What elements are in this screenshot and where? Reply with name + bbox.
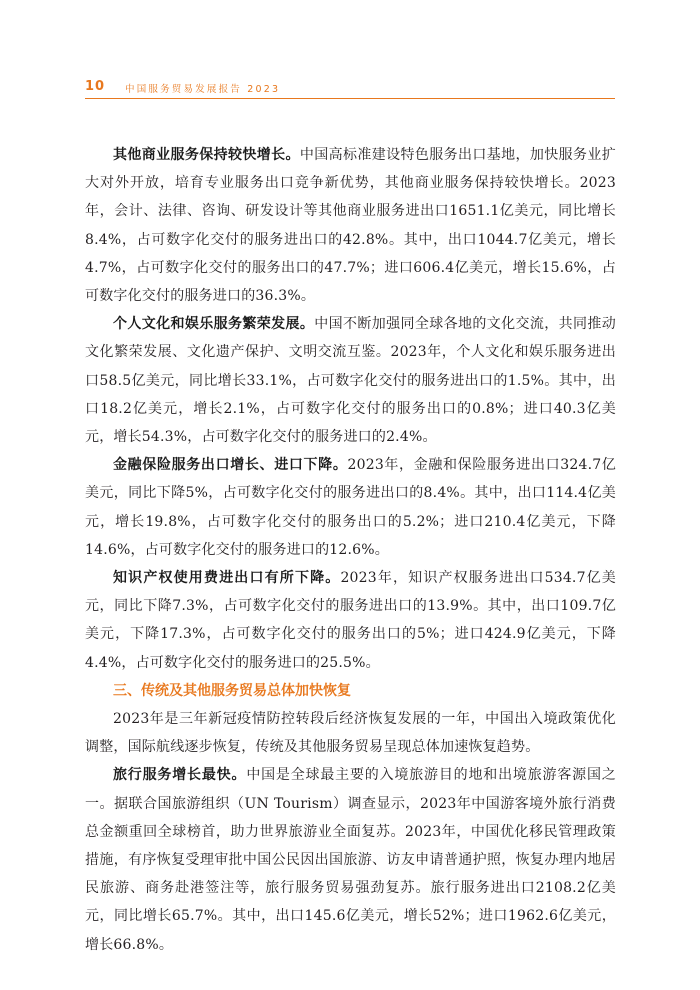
- paragraph-lead: 个人文化和娱乐服务繁荣发展。: [113, 316, 315, 333]
- paragraph-text: 中国不断加强同全球各地的文化交流，共同推动文化繁荣发展、文化遗产保护、文明交流互鉴。2023年，个人文化和娱乐服务进出口58.5亿美元，同比增长33.1%，占可数字化交付的服务进出口的1.5%。其中，出口18.2亿美元，增长2.1%，占可数字化交付的服务出口的0.8%；进口40.3亿美元，增长54.3%，占可数字化交付的服务进口的2.4%。: [85, 316, 616, 446]
- paragraph-intellectual-property: [85, 564, 616, 677]
- paragraph-text: 中国高标准建设特色服务出口基地，加快服务业扩大对外开放，培育专业服务出口竞争新优势，其他商业服务保持较快增长。2023年，会计、法律、咨询、研发设计等其他商业服务进出口1651.1亿美元，同比增长8.4%，占可数字化交付的服务进出口的42.8%。其中，出口1044.7亿美元，增长4.7%，占可数字化交付的服务出口的47.7%；进口606.4亿美元，增长15.6%，占可数字化交付的服务进口的36.3%。: [85, 147, 616, 305]
- page-header: [85, 79, 615, 99]
- section-heading: 三、传统及其他服务贸易总体加快恢复: [113, 682, 351, 699]
- body-text: [85, 141, 616, 959]
- paragraph-lead: 金融保险服务出口增长、进口下降。: [113, 457, 348, 474]
- paragraph-travel-services: [85, 761, 616, 958]
- paragraph-lead: 其他商业服务保持较快增长。: [113, 147, 300, 163]
- section-intro: 2023年是三年新冠疫情防控转段后经济恢复发展的一年，中国出入境政策优化调整，国际航线逐步恢复，传统及其他服务贸易呈现总体加速恢复趋势。: [85, 711, 616, 756]
- paragraph-text: 中国是全球最主要的入境旅游目的地和出境旅游客源国之一。据联合国旅游组织（UN Tourism）调查显示，2023年中国游客境外旅行消费总金额重回全球榜首，助力世界旅游业全面复苏。2023年，中国优化移民管理政策措施，有序恢复受理审批中国公民因出国旅游、访友申请普通护照，恢复办理内地居民旅游、商务赴港签注等，旅行服务贸易强劲复苏。旅行服务进出口2108.2亿美元，同比增长65.7%。其中，出口145.6亿美元，增长52%；进口1962.6亿美元，增长66.8%。: [85, 767, 616, 953]
- page-number: 10: [85, 79, 106, 94]
- running-title: 中国服务贸易发展报告 2023: [125, 84, 281, 95]
- paragraph-lead: 知识产权使用费进出口有所下降。: [113, 570, 341, 587]
- paragraph-personal-culture-entertainment: [85, 310, 616, 451]
- paragraph-finance-insurance: [85, 451, 616, 564]
- header-divider: [85, 98, 615, 99]
- paragraph-other-business-services: [85, 141, 616, 310]
- paragraph-lead: 旅行服务增长最快。: [113, 767, 247, 784]
- paragraph-text: 2023年，知识产权服务进出口534.7亿美元，同比下降7.3%，占可数字化交付的服务进出口的13.9%。其中，出口109.7亿美元，下降17.3%，占可数字化交付的服务出口的5%；进口424.9亿美元，下降4.4%，占可数字化交付的服务进口的25.5%。: [85, 570, 617, 671]
- paragraph-text: 2023年，金融和保险服务进出口324.7亿美元，同比下降5%，占可数字化交付的服务进出口的8.4%。其中，出口114.4亿美元，增长19.8%，占可数字化交付的服务出口的5.2%；进口210.4亿美元，下降14.6%，占可数字化交付的服务进口的12.6%。: [85, 457, 616, 558]
